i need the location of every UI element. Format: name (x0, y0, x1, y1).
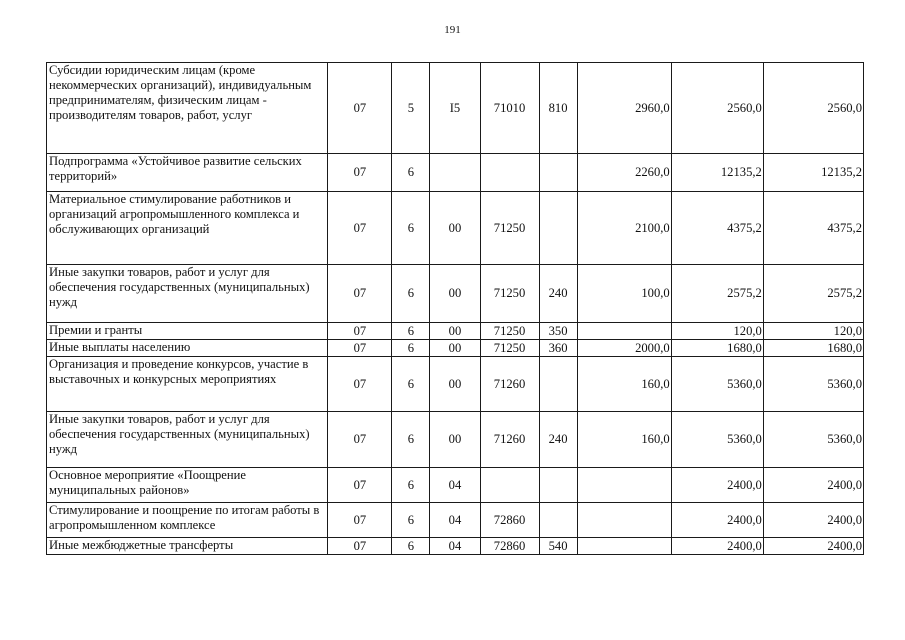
amount-year1-cell: 160,0 (577, 412, 671, 468)
razdel-cell: 07 (328, 340, 392, 357)
amount-year2-cell: 2575,2 (671, 265, 763, 323)
row-name-cell: Субсидии юридическим лицам (кроме некоммерческих организаций), индивидуальным предпринимателям, физическим лицам - производителям товаров, работ, услуг (47, 63, 328, 154)
amount-year2-cell: 120,0 (671, 323, 763, 340)
amount-year3-cell: 1680,0 (763, 340, 863, 357)
podrazdel-cell: 5 (392, 63, 430, 154)
podrazdel-cell: 6 (392, 265, 430, 323)
program-cell: 00 (430, 412, 480, 468)
amount-year2-cell: 2400,0 (671, 503, 763, 538)
target-code-cell: 71010 (480, 63, 539, 154)
expense-type-cell: 240 (539, 265, 577, 323)
target-code-cell: 71250 (480, 323, 539, 340)
program-cell (430, 154, 480, 192)
row-name-cell: Иные выплаты населению (47, 340, 328, 357)
amount-year3-cell: 5360,0 (763, 357, 863, 412)
podrazdel-cell: 6 (392, 357, 430, 412)
budget-table-body (47, 63, 864, 555)
razdel-cell: 07 (328, 538, 392, 555)
target-code-cell (480, 468, 539, 503)
program-cell: 00 (430, 192, 480, 265)
podrazdel-cell: 6 (392, 503, 430, 538)
table-row (47, 63, 864, 154)
expense-type-cell: 360 (539, 340, 577, 357)
table-row (47, 412, 864, 468)
program-cell: 00 (430, 265, 480, 323)
budget-table (46, 62, 864, 555)
amount-year3-cell: 120,0 (763, 323, 863, 340)
expense-type-cell: 350 (539, 323, 577, 340)
program-cell: 04 (430, 538, 480, 555)
razdel-cell: 07 (328, 265, 392, 323)
row-name-cell: Иные межбюджетные трансферты (47, 538, 328, 555)
amount-year2-cell: 12135,2 (671, 154, 763, 192)
expense-type-cell: 240 (539, 412, 577, 468)
table-row (47, 538, 864, 555)
podrazdel-cell: 6 (392, 154, 430, 192)
table-row (47, 503, 864, 538)
table-row (47, 357, 864, 412)
amount-year1-cell: 160,0 (577, 357, 671, 412)
amount-year3-cell: 2400,0 (763, 538, 863, 555)
razdel-cell: 07 (328, 357, 392, 412)
podrazdel-cell: 6 (392, 323, 430, 340)
amount-year1-cell: 2000,0 (577, 340, 671, 357)
row-name-cell: Организация и проведение конкурсов, участие в выставочных и конкурсных мероприятиях (47, 357, 328, 412)
table-row (47, 323, 864, 340)
amount-year3-cell: 5360,0 (763, 412, 863, 468)
expense-type-cell (539, 192, 577, 265)
target-code-cell: 71260 (480, 357, 539, 412)
podrazdel-cell: 6 (392, 412, 430, 468)
amount-year2-cell: 4375,2 (671, 192, 763, 265)
table-row (47, 192, 864, 265)
amount-year1-cell (577, 503, 671, 538)
target-code-cell: 72860 (480, 503, 539, 538)
amount-year1-cell: 100,0 (577, 265, 671, 323)
amount-year3-cell: 2400,0 (763, 468, 863, 503)
row-name-cell: Подпрограмма «Устойчивое развитие сельских территорий» (47, 154, 328, 192)
row-name-cell: Материальное стимулирование работников и организаций агропромышленного комплекса и обслуживающих организаций (47, 192, 328, 265)
podrazdel-cell: 6 (392, 192, 430, 265)
target-code-cell: 71250 (480, 192, 539, 265)
amount-year1-cell: 2260,0 (577, 154, 671, 192)
razdel-cell: 07 (328, 63, 392, 154)
row-name-cell: Основное мероприятие «Поощрение муниципальных районов» (47, 468, 328, 503)
amount-year2-cell: 5360,0 (671, 357, 763, 412)
program-cell: 00 (430, 340, 480, 357)
program-cell: I5 (430, 63, 480, 154)
page-number: 191 (444, 24, 461, 36)
expense-type-cell (539, 357, 577, 412)
amount-year1-cell (577, 468, 671, 503)
razdel-cell: 07 (328, 468, 392, 503)
expense-type-cell (539, 154, 577, 192)
amount-year2-cell: 2400,0 (671, 468, 763, 503)
amount-year2-cell: 2400,0 (671, 538, 763, 555)
amount-year1-cell (577, 538, 671, 555)
expense-type-cell: 810 (539, 63, 577, 154)
table-row (47, 265, 864, 323)
amount-year3-cell: 4375,2 (763, 192, 863, 265)
podrazdel-cell: 6 (392, 468, 430, 503)
razdel-cell: 07 (328, 412, 392, 468)
target-code-cell: 71260 (480, 412, 539, 468)
podrazdel-cell: 6 (392, 538, 430, 555)
amount-year2-cell: 5360,0 (671, 412, 763, 468)
razdel-cell: 07 (328, 192, 392, 265)
program-cell: 00 (430, 323, 480, 340)
target-code-cell: 71250 (480, 340, 539, 357)
row-name-cell: Стимулирование и поощрение по итогам работы в агропромышленном комплексе (47, 503, 328, 538)
expense-type-cell (539, 468, 577, 503)
amount-year3-cell: 2560,0 (763, 63, 863, 154)
amount-year3-cell: 12135,2 (763, 154, 863, 192)
amount-year3-cell: 2575,2 (763, 265, 863, 323)
expense-type-cell (539, 503, 577, 538)
row-name-cell: Премии и гранты (47, 323, 328, 340)
target-code-cell: 72860 (480, 538, 539, 555)
podrazdel-cell: 6 (392, 340, 430, 357)
table-row (47, 468, 864, 503)
amount-year1-cell: 2100,0 (577, 192, 671, 265)
amount-year1-cell: 2960,0 (577, 63, 671, 154)
target-code-cell (480, 154, 539, 192)
razdel-cell: 07 (328, 154, 392, 192)
expense-type-cell: 540 (539, 538, 577, 555)
table-row (47, 154, 864, 192)
program-cell: 04 (430, 503, 480, 538)
program-cell: 04 (430, 468, 480, 503)
row-name-cell: Иные закупки товаров, работ и услуг для обеспечения государственных (муниципальных) нужд (47, 265, 328, 323)
target-code-cell: 71250 (480, 265, 539, 323)
amount-year3-cell: 2400,0 (763, 503, 863, 538)
row-name-cell: Иные закупки товаров, работ и услуг для обеспечения государственных (муниципальных) нужд (47, 412, 328, 468)
amount-year2-cell: 1680,0 (671, 340, 763, 357)
amount-year2-cell: 2560,0 (671, 63, 763, 154)
razdel-cell: 07 (328, 503, 392, 538)
amount-year1-cell (577, 323, 671, 340)
razdel-cell: 07 (328, 323, 392, 340)
table-row (47, 340, 864, 357)
program-cell: 00 (430, 357, 480, 412)
